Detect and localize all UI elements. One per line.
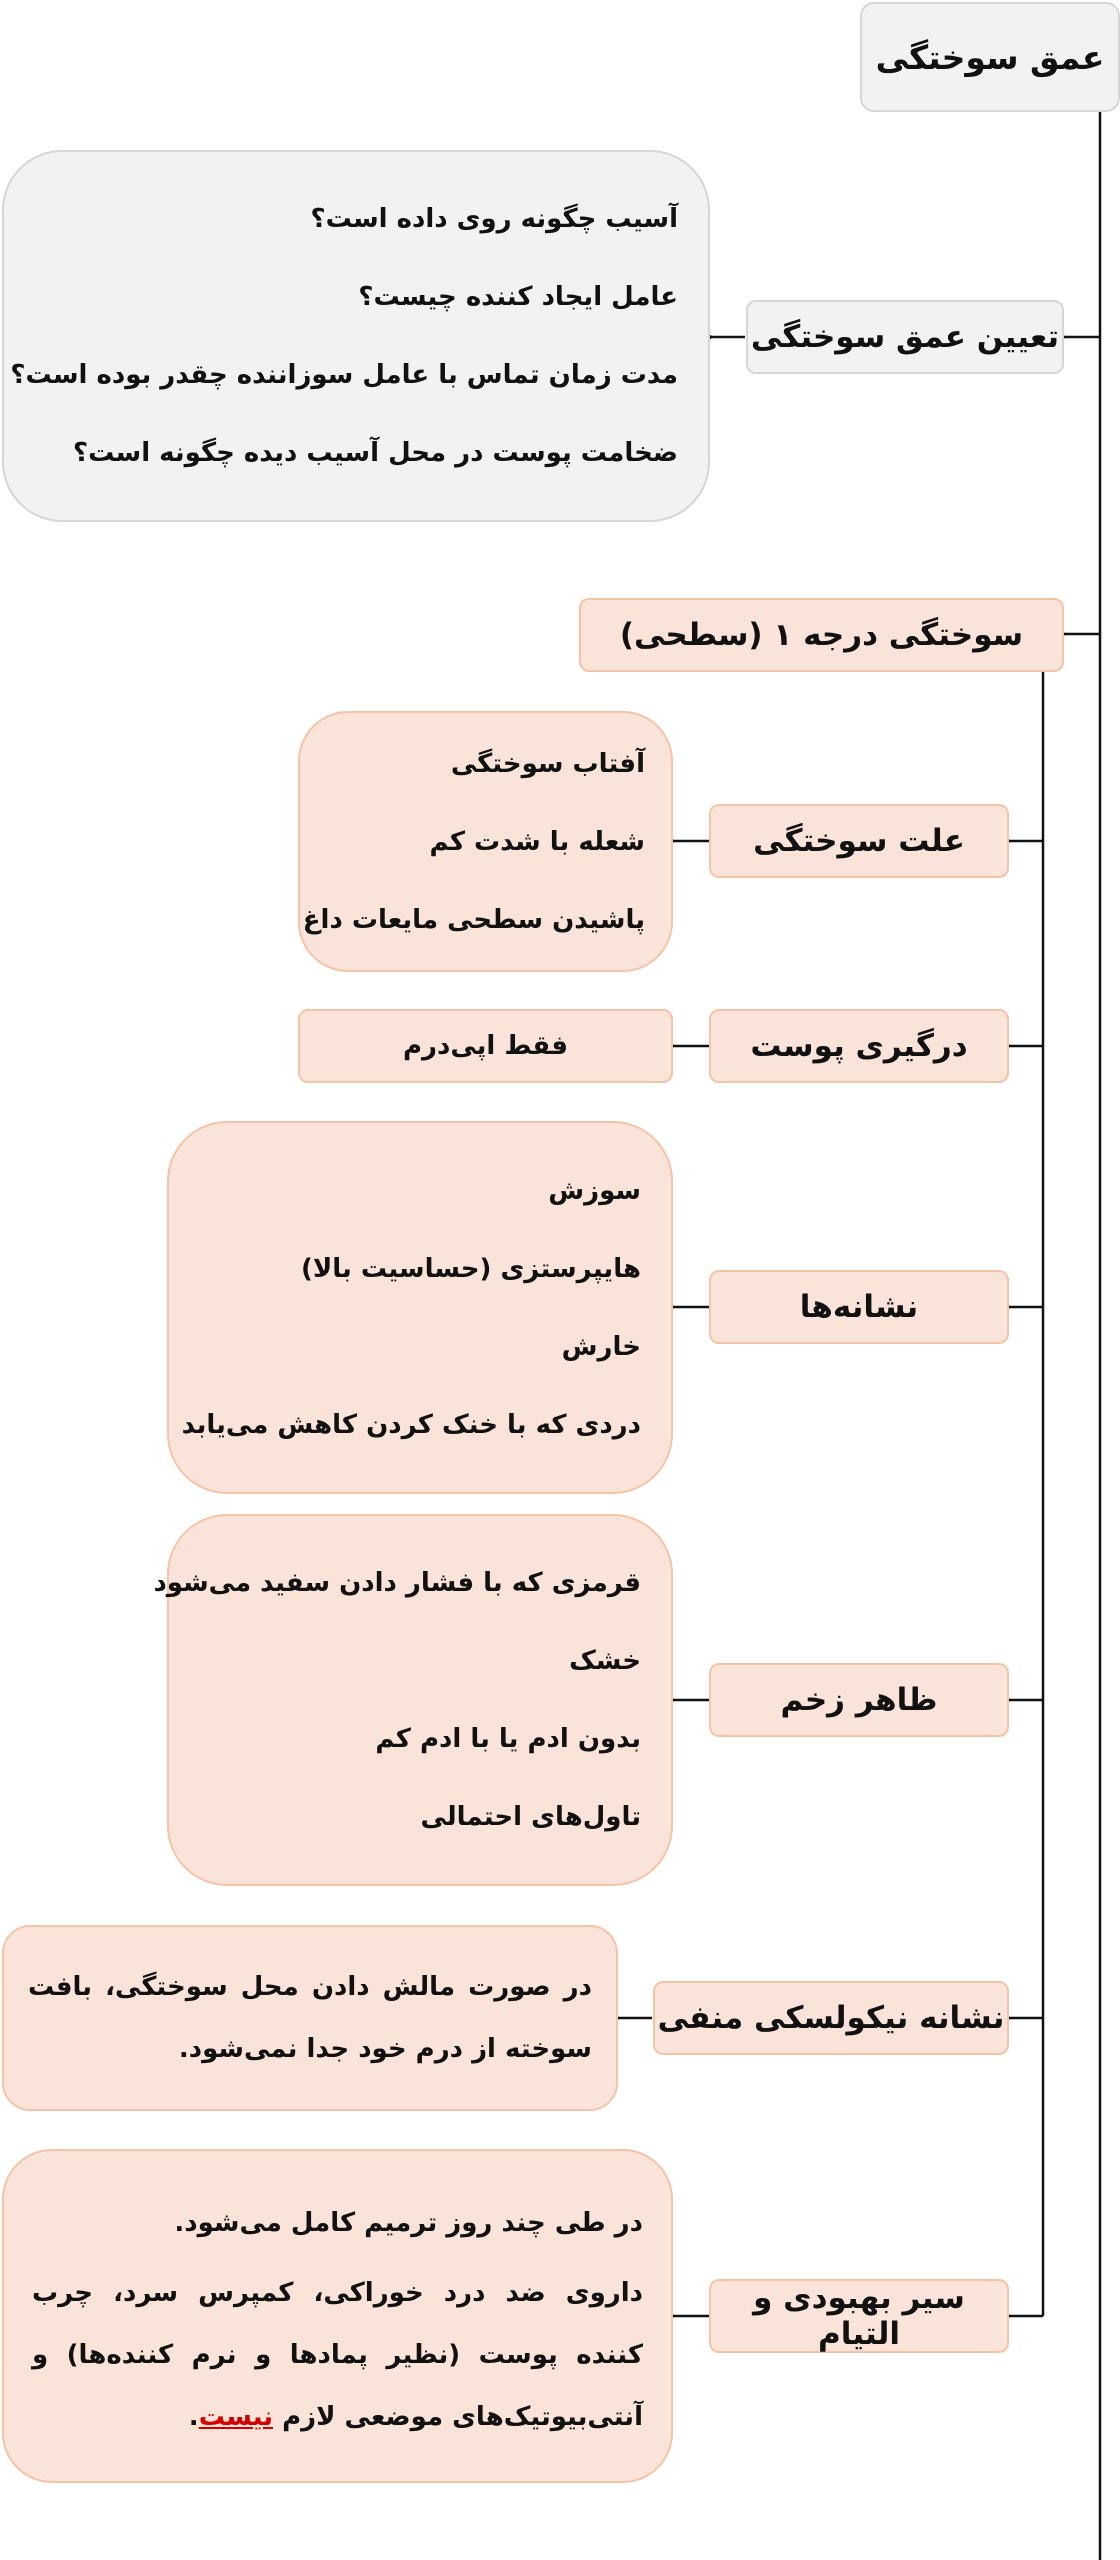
skin-involvement-value: فقط اپی‌درم xyxy=(403,1031,568,1061)
sign-item: سوزش xyxy=(548,1175,641,1206)
question-item: عامل ایجاد کننده چیست؟ xyxy=(358,282,678,312)
cause-node xyxy=(709,804,1009,878)
nikolsky-label: نشانه نیکولسکی منفی xyxy=(657,2000,1005,2036)
question-item: مدت زمان تماس با عامل سوزاننده چقدر بوده است؟ xyxy=(10,360,678,390)
cause-item: شعله با شدت کم xyxy=(429,826,645,857)
skin-involvement-label: درگیری پوست xyxy=(750,1028,968,1064)
signs-items-box xyxy=(167,1121,673,1494)
healing-line-1: در طی چند روز ترمیم کامل می‌شود. xyxy=(174,2208,643,2238)
question-item: ضخامت پوست در محل آسیب دیده چگونه است؟ xyxy=(73,438,678,468)
degree1-label: سوختگی درجه ۱ (سطحی) xyxy=(619,617,1024,653)
healing-line-2 xyxy=(32,2262,643,2448)
wound-items-box xyxy=(153,1514,673,1886)
healing-line-2-end: . xyxy=(188,2402,199,2432)
signs-label: نشانه‌ها xyxy=(799,1289,919,1325)
root-title-box xyxy=(860,2,1120,112)
determine-depth-node xyxy=(746,300,1064,374)
signs-node xyxy=(709,1270,1009,1344)
wound-appearance-node xyxy=(709,1663,1009,1737)
skin-involvement-node xyxy=(709,1009,1009,1083)
nikolsky-text: در صورت مالش دادن محل سوختگی، بافت سوخته از درم خود جدا نمی‌شود. xyxy=(28,1972,592,2064)
wound-item: بدون ادم یا با ادم کم xyxy=(375,1724,641,1754)
cause-label: علت سوختگی xyxy=(753,823,965,859)
wound-item: خشک xyxy=(569,1646,641,1676)
skin-involvement-value-box xyxy=(298,1009,673,1083)
healing-label: سیر بهبودی و التیام xyxy=(753,2280,965,2352)
sign-item: دردی که با خنک کردن کاهش می‌یابد xyxy=(181,1409,641,1440)
wound-item: تاول‌های احتمالی xyxy=(420,1802,641,1832)
nikolsky-text-box xyxy=(2,1925,618,2111)
wound-appearance-label: ظاهر زخم xyxy=(780,1682,938,1718)
cause-item: پاشیدن سطحی مایعات داغ xyxy=(302,904,645,935)
healing-node xyxy=(709,2279,1009,2353)
question-item: آسیب چگونه روی داده است؟ xyxy=(310,204,678,234)
healing-line-2-text: داروی ضد درد خوراکی، کمپرس سرد، چرب کننده پوست (نظیر پمادها و نرم کننده‌ها) و آنتی‌بیوتیک‌های موضعی لازم xyxy=(32,2278,643,2432)
cause-item: آفتاب سوختگی xyxy=(450,748,645,779)
sign-item: هایپرستزی (حساسیت بالا) xyxy=(301,1253,641,1284)
degree1-node xyxy=(579,598,1064,672)
root-title: عمق سوختگی xyxy=(875,37,1105,77)
sign-item: خارش xyxy=(561,1331,641,1362)
healing-text-box xyxy=(2,2149,673,2483)
wound-item: قرمزی که با فشار دادن سفید می‌شود xyxy=(153,1568,641,1598)
determine-depth-label: تعیین عمق سوختگی xyxy=(750,319,1060,355)
nikolsky-node xyxy=(653,1981,1009,2055)
healing-line-2-emphasis: نیست xyxy=(198,2402,274,2432)
questions-box xyxy=(2,150,710,522)
cause-items-box xyxy=(298,711,673,972)
